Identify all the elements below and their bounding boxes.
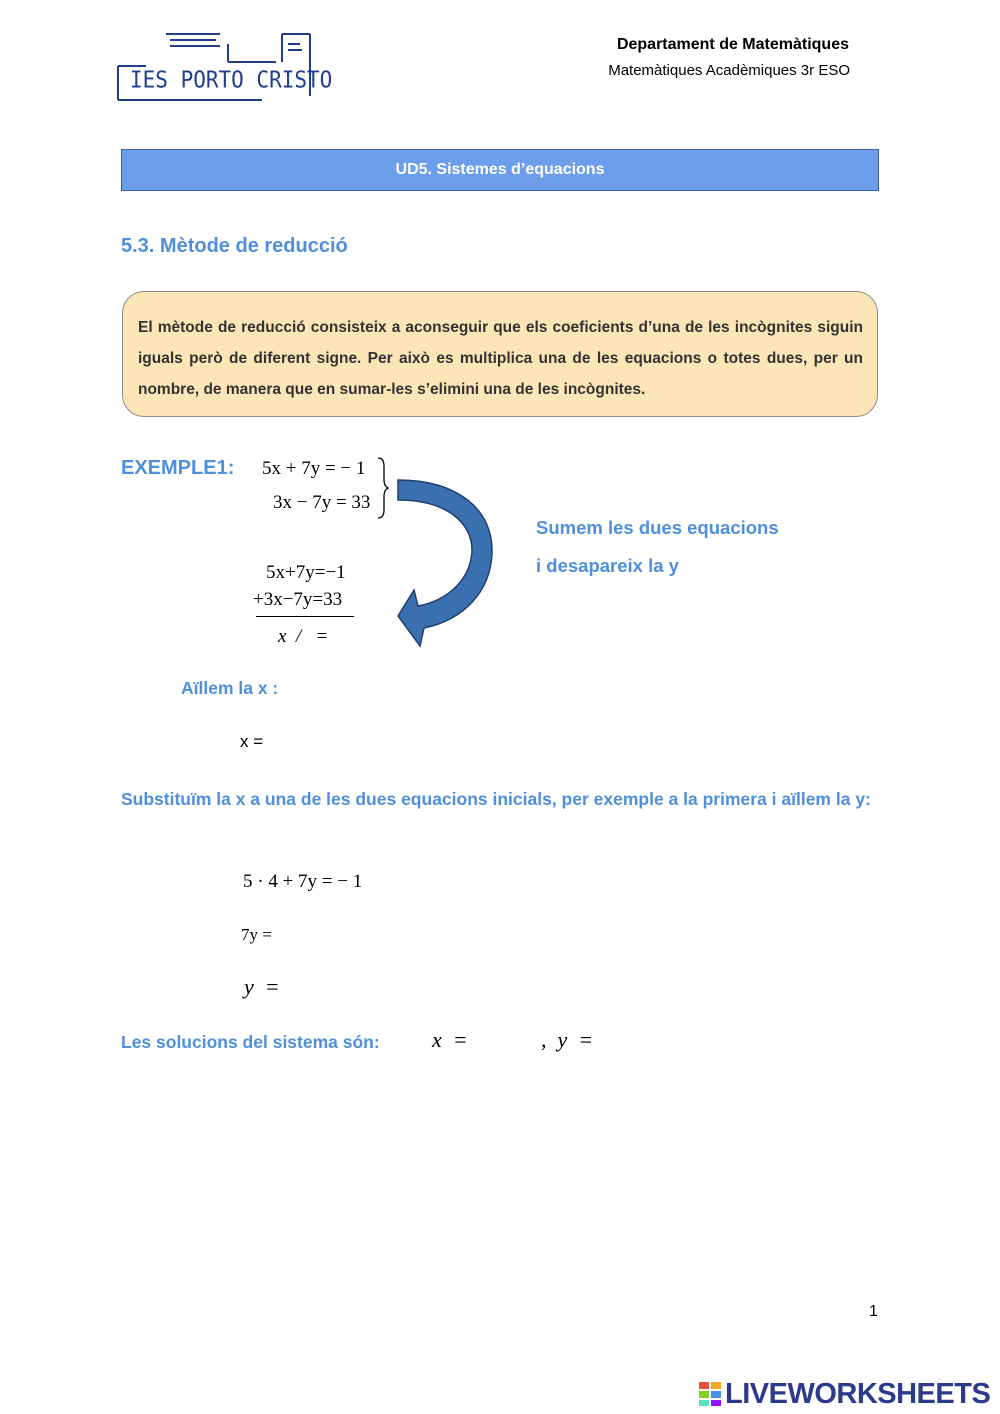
liveworksheets-text: LIVEWORKSHEETS	[725, 1377, 991, 1410]
hint-text-line-2: i desapareix la y	[536, 555, 679, 576]
unit-title-bar: UD5. Sistemes d’equacions	[121, 149, 879, 191]
section-title: 5.3. Mètode de reducció	[121, 235, 348, 257]
substitute-instruction: Substituïm la x a una de les dues equacions inicials, per exemple a la primera i aïllem la y:	[121, 789, 871, 809]
system-equation-1: 5x + 7y = − 1	[262, 458, 366, 479]
school-logo	[116, 28, 333, 108]
example-label: EXEMPLE1:	[121, 457, 235, 479]
sum-result-input[interactable]: x / =	[278, 626, 329, 647]
liveworksheets-brand	[698, 1378, 990, 1410]
department-name: Departament de Matemàtiques	[616, 36, 849, 53]
liveworksheets-logo-icon	[698, 1381, 722, 1407]
logo-text: IES PORTO CRISTO	[130, 66, 333, 94]
curved-arrow-icon	[388, 470, 498, 650]
solution-x-input[interactable]: x =	[432, 1027, 468, 1052]
sum-line-1: 5x+7y=−1	[266, 562, 346, 583]
isolate-x-label: Aïllem la x :	[181, 678, 279, 698]
sum-divider	[256, 616, 354, 617]
sum-line-2: +3x−7y=33	[253, 589, 343, 610]
system-equation-2: 3x − 7y = 33	[273, 492, 371, 513]
course-name: Matemàtiques Acadèmiques 3r ESO	[608, 62, 850, 79]
x-answer-input[interactable]: x =	[240, 732, 264, 751]
substitution-step-1: 5 · 4 + 7y = − 1	[243, 871, 363, 892]
solutions-label: Les solucions del sistema són:	[121, 1032, 380, 1052]
substitution-step-2-input[interactable]: 7y =	[241, 925, 272, 944]
hint-text-line-1: Sumem les dues equacions	[536, 517, 779, 538]
page-number: 1	[869, 1303, 878, 1320]
definition-box: El mètode de reducció consisteix a aconseguir que els coeficients d’una de les incògnites siguin iguals però de diferent signe. Per això es multiplica una de les equacions o totes dues, per un nombre, de manera que en sumar-les s’elimini una de les incògnites.	[122, 291, 878, 417]
substitution-step-3-input[interactable]: y =	[244, 974, 280, 999]
solution-y-input[interactable]: , y =	[541, 1027, 594, 1052]
